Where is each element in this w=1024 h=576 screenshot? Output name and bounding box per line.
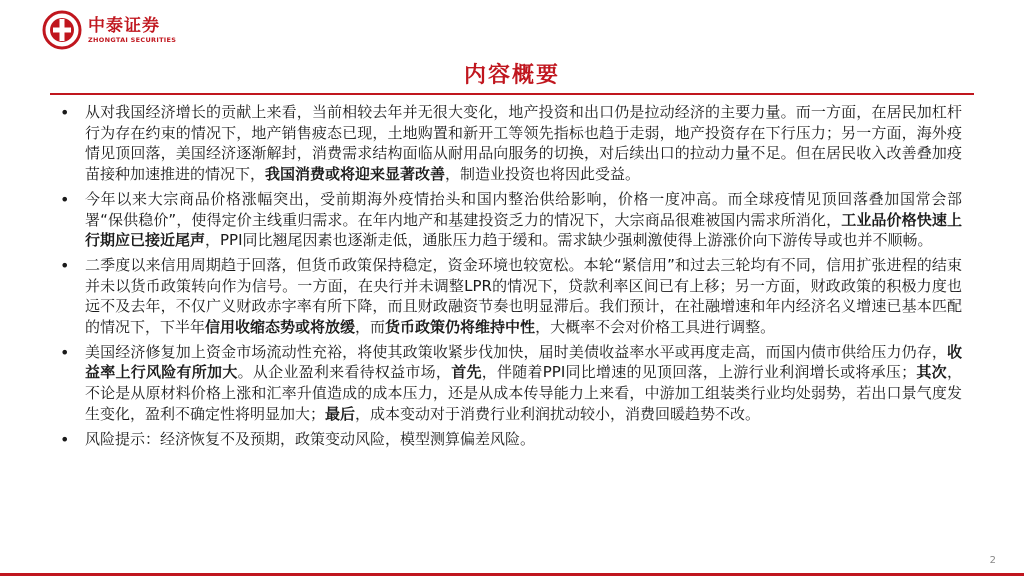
body-text: ，大概率不会对价格工具进行调整。 <box>535 318 776 337</box>
summary-list <box>60 102 962 453</box>
zhongtai-logo-icon <box>42 10 82 50</box>
bullet-item <box>60 102 962 185</box>
body-text: ，而 <box>355 318 386 337</box>
body-text: 美国经济修复加上资金市场流动性充裕，将使其政策收紧步伐加快，届时美债收益率水平或再度走高，而国内债市供给压力仍存， <box>85 342 947 361</box>
bullet-item <box>60 342 962 425</box>
body-text: ，PPI同比翘尾因素也逐渐走低，通胀压力趋于缓和。需求缺少强刺激使得上游涨价向下游传导或也并不顺畅。 <box>205 231 933 250</box>
body-text: 今年以来大宗商品价格涨幅突出，受前期海外疫情抬头和国内整治供给影响，价格一度冲高。而全球疫情见顶回落叠加国常会部署“保供稳价”，使得定价主线重归需求。在年内地产和基建投资乏力的情况下，大宗商品很难被国内需求所消化， <box>85 189 962 229</box>
highlight-text: 收益率上行风险有所加大 <box>85 342 962 382</box>
highlight-text: 我国消费或将迎来显著改善 <box>265 165 446 184</box>
bullet-icon: • <box>60 342 70 362</box>
body-text: ，成本变动对于消费行业利润扰动较小，消费回暖趋势不改。 <box>355 404 761 423</box>
body-text: ，伴随着PPI同比增速的见顶回落，上游行业利润增长或将承压； <box>481 363 917 382</box>
bullet-text <box>85 102 962 185</box>
brand-logo <box>42 10 176 50</box>
bullet-item <box>60 189 962 251</box>
highlight-text: 首先 <box>451 363 482 382</box>
page-number: 2 <box>989 555 996 566</box>
bullet-text <box>85 189 962 251</box>
brand-name-cn: 中泰证券 <box>88 16 160 36</box>
highlight-text: 其次 <box>916 363 947 382</box>
body-text: 二季度以来信用周期趋于回落，但货币政策保持稳定，资金环境也较宽松。本轮“紧信用”和过去三轮均有不同，信用扩张进程的结束并未以货币政策转向作为信号。一方面，在央行并未调整LPR的情况下，贷款利率区间已有上移；另一方面，财政政策的积极力度也远不及去年，不仅广义财政赤字率有所下降，而且财政融资节奏也明显滞后。我们预计，在社融增速和年内经济名义增速已基本匹配的情况下，下半年 <box>85 255 962 337</box>
highlight-text: 工业品价格快速上行期应已接近尾声 <box>85 210 962 250</box>
body-text: 。从企业盈利来看待权益市场， <box>237 363 452 382</box>
bullet-text <box>85 255 962 338</box>
bullet-icon: • <box>60 255 70 275</box>
brand-name-en: ZHONGTAI SECURITIES <box>88 36 177 44</box>
bullet-icon: • <box>60 189 70 209</box>
highlight-text: 货币政策仍将维持中性 <box>385 318 536 337</box>
bullet-text <box>85 342 962 425</box>
body-text: ，不论是从原材料价格上涨和汇率升值造成的成本压力，还是从成本传导能力上来看，中游加工组装类行业均处弱势，若出口景气度发生变化，盈利不确定性将明显加大； <box>85 363 962 423</box>
page-title: 内容概要 <box>463 63 560 88</box>
body-text: 从对我国经济增长的贡献上来看，当前相较去年并无很大变化，地产投资和出口仍是拉动经济的主要力量。而一方面，在居民加杠杆行为存在约束的情况下，地产销售疲态已现，土地购置和新开工等领先指标也趋于走弱，地产投资存在下行压力；另一方面，海外疫情见顶回落，美国经济逐渐解封，消费需求结构面临从耐用品向服务的切换，对后续出口的拉动力量不足。但在居民收入改善叠加疫苗接种加速推进的情况下， <box>85 103 962 184</box>
bullet-item <box>60 429 962 450</box>
bullet-icon: • <box>60 103 70 122</box>
highlight-text: 最后 <box>325 404 356 423</box>
body-text: 风险提示：经济恢复不及预期，政策变动风险，模型测算偏差风险。 <box>85 429 536 448</box>
body-text: ，制造业投资也将因此受益。 <box>445 165 641 184</box>
highlight-text: 信用收缩态势或将放缓 <box>205 318 356 337</box>
bullet-item <box>60 255 962 338</box>
bullet-icon: • <box>60 429 70 449</box>
title-divider <box>50 93 974 95</box>
bullet-text <box>85 429 962 450</box>
